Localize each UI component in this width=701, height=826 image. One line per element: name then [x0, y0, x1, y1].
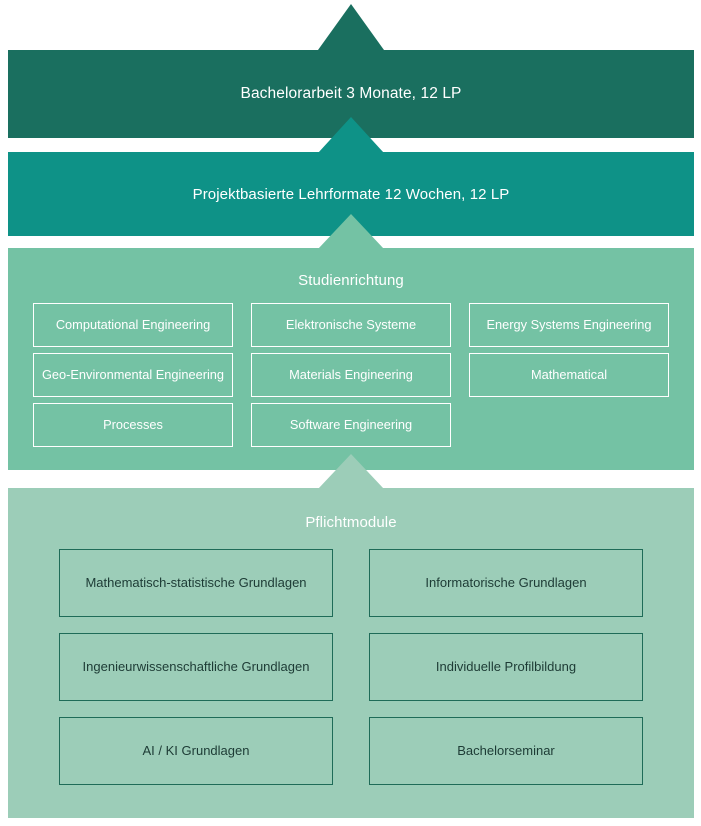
level-bachelorarbeit-title: Bachelorarbeit 3 Monate, 12 LP: [240, 85, 462, 102]
pflichtmodul-item[interactable]: Bachelorseminar: [369, 717, 643, 785]
studienrichtung-item[interactable]: Geo-Environmental Engineering: [33, 353, 233, 397]
arrow-up-studienrichtung-icon: [318, 214, 384, 249]
pflichtmodul-item[interactable]: Mathematisch-statistische Grundlagen: [59, 549, 333, 617]
level-studienrichtung: [8, 248, 694, 470]
pflichtmodul-item[interactable]: AI / KI Grundlagen: [59, 717, 333, 785]
pflichtmodul-item[interactable]: Informatorische Grundlagen: [369, 549, 643, 617]
pflichtmodul-item[interactable]: Individuelle Profilbildung: [369, 633, 643, 701]
arrow-up-pflichtmodule-icon: [318, 454, 384, 489]
level-pflichtmodule: [8, 488, 694, 818]
arrow-up-top-icon: [318, 4, 384, 50]
studienrichtung-item[interactable]: Mathematical: [469, 353, 669, 397]
studienrichtung-item[interactable]: Software Engineering: [251, 403, 451, 447]
level-studienrichtung-title: Studienrichtung: [298, 272, 404, 289]
studienrichtung-item[interactable]: Computational Engineering: [33, 303, 233, 347]
studienrichtung-item[interactable]: Processes: [33, 403, 233, 447]
pflichtmodule-grid: [8, 549, 694, 785]
studienrichtung-item[interactable]: Elektronische Systeme: [251, 303, 451, 347]
studienrichtung-item[interactable]: Materials Engineering: [251, 353, 451, 397]
arrow-up-projekt-icon: [318, 117, 384, 153]
pflichtmodul-item[interactable]: Ingenieurwissenschaftliche Grundlagen: [59, 633, 333, 701]
studienrichtung-item[interactable]: Energy Systems Engineering: [469, 303, 669, 347]
level-pflichtmodule-title: Pflichtmodule: [305, 514, 397, 531]
studienrichtung-empty-cell: [469, 403, 669, 447]
studienrichtung-grid: [8, 303, 694, 447]
level-projekt-title: Projektbasierte Lehrformate 12 Wochen, 12 LP: [192, 185, 510, 203]
